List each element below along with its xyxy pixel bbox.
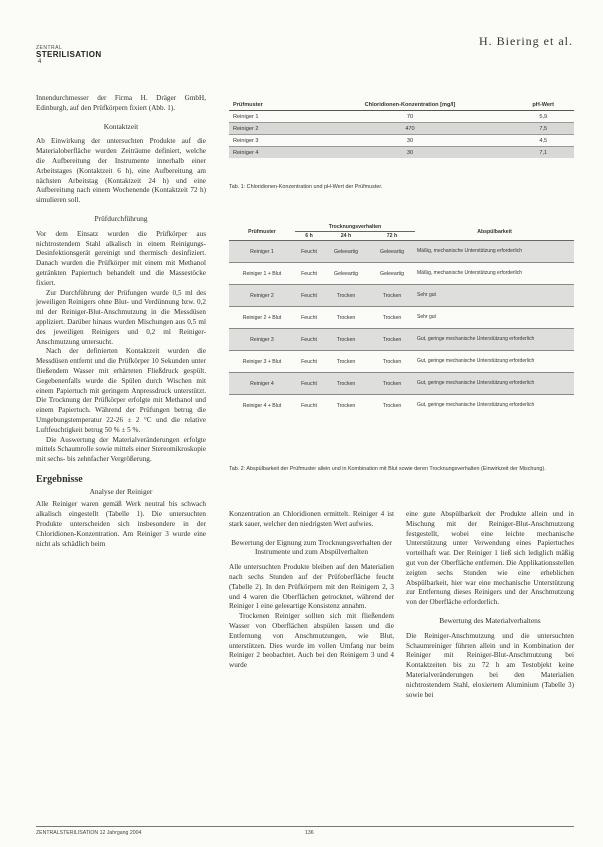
table-cell: Trocken [323, 307, 369, 329]
heading-ergebnisse: Ergebnisse [36, 473, 83, 485]
table-cell: Feucht [295, 373, 323, 395]
table-cell: Trocken [369, 373, 415, 395]
table-cell: Gut, geringe mechanische Unterstützung erforderlich [415, 351, 574, 373]
paragraph-bewertung-2: Trockenen Reiniger sollten sich mit fließendem Wasser von Oberflächen abspülen lassen und die Entfernung von Anschmutzungen, wie Blut, unterstützen. Dies wurde im vollen Umfang nur beim Reiniger 2 beobachtet. Auch bei den Reinigern 3 und 4 wurde [229, 612, 394, 670]
heading-kontaktzeit: Kontaktzeit [103, 121, 139, 131]
table-cell: Feucht [295, 351, 323, 373]
heading-pruefdurchfuehrung: Prüfdurchführung [94, 213, 148, 223]
table1-header-muster: Prüfmuster [229, 100, 308, 111]
table-cell: 4,5 [512, 135, 574, 147]
heading-materialverhalten: Bewertung des Materialverhaltens [439, 615, 541, 625]
journal-logo [36, 46, 102, 65]
paragraph-intro: Innendurchmesser der Firma H. Dräger GmbH, Edinburgh, auf den Prüfkörpern fixiert (Abb. 1). [36, 94, 206, 112]
table-cell: Sehr gut [415, 307, 574, 329]
column-right [406, 510, 574, 700]
table-cell: Trocken [323, 373, 369, 395]
table-cell: Geleeartig [323, 241, 369, 263]
table-cell: 70 [308, 111, 513, 123]
table-row [229, 285, 574, 307]
paragraph-pruef-1: Vor dem Einsatz wurden die Prüfkörper aus nichtrostendem Stahl alkalisch in einem Reinigungs-Desinfektionsgerät gereinigt und thermisch desinfiziert. Danach wurden die Prüfkörper mit einem mit Methanol getränkten Papiertuch behandelt und die Massestöcke fixiert. [36, 229, 206, 287]
table-cell: Reiniger 1 [229, 111, 308, 123]
table-cell: Geleeartig [369, 241, 415, 263]
table2-header-abspuel: Abspülbarkeit [415, 223, 574, 241]
table-cell: 30 [308, 147, 513, 159]
table-cell: Mäßig, mechanische Unterstützung erforderlich [415, 241, 574, 263]
table-cell: Feucht [295, 263, 323, 285]
table-cell: Feucht [295, 307, 323, 329]
table-cell: 7,1 [512, 147, 574, 159]
table-cell: Trocken [323, 329, 369, 351]
paragraph-kontaktzeit: Ab Einwirkung der untersuchten Produkte auf die Materialoberfläche wurden Zeiträume definiert, welche die Aufbereitung der Instrumente innerhalb einer Arbeitstages (Kontaktzeit 6 h), eine Aufbereitung am nächsten Arbeitstag (Kontaktzeit 24 h) und eine Aufbereitung nach einem Wochenende (Kontaktzeit 72 h) simulieren soll. [36, 137, 206, 205]
table-cell: Reiniger 3 [229, 135, 308, 147]
paragraph-material: Die Reiniger-Anschmutzung und die untersuchten Schaumreiniger führten allein und in Kombination der Reiniger mit Reiniger-Blut-Anschmutzung bei Kontaktzeiten bis zu 72 h am Testobjekt keine Materialveränderungen bei den Materialien nichtrostendem Stahl, eloxiertem Aluminium (Tabelle 3) sowie bei [406, 631, 574, 699]
paragraph-bewertung-1: Alle untersuchten Produkte bleiben auf den Materialien nach sechs Stunden auf der Prüfoberfläche feucht (Tabelle 2). In den Prüfkörpern mit den Reinigern 2, 3 und 4 waren die Oberflächen getrocknet, während der Reiniger 1 eine geleeartige Konsistenz annahm. [229, 563, 394, 611]
author-header: H. Biering et al. [479, 34, 573, 48]
table2-header-72h: 72 h [369, 232, 415, 241]
logo-number: 4 [38, 59, 42, 65]
table-cell: Reiniger 3 [229, 329, 295, 351]
paragraph-abspuel: eine gute Abspülbarkeit der Produkte allein und in Mischung mit der Reiniger-Blut-Anschmutzung festgestellt, wobei eine leichte mechanische Unterstützung unter Verwendung eines Papiertuches vorteilhaft war. Der Reiniger 1 ließ sich lediglich mäßig gut von der Oberfläche entfernen. Die Applikationsstellen zeigten sechs Stunden wie eine erheblichen Abspülbarkeit, hier war eine mechanische Unterstützung zur Entfernung dieses Reinigers und der Anschmutzung von der Oberfläche erforderlich. [406, 510, 574, 607]
table-row [229, 263, 574, 285]
table2-header-muster: Prüfmuster [229, 223, 295, 241]
table-cell: Feucht [295, 329, 323, 351]
table-cell: Gut, geringe mechanische Unterstützung erforderlich [415, 329, 574, 351]
table2-header-trocknung: Trocknungsverhalten [295, 223, 415, 232]
table-row [229, 123, 574, 135]
table-cell: Trocken [323, 351, 369, 373]
table-cell: Sehr gut [415, 285, 574, 307]
table-cell: Reiniger 4 [229, 147, 308, 159]
table2-caption: Tab. 2: Abspülbarkeit der Prüfmuster allein und in Kombination mit Blut sowie deren Trocknungsverhalten (Einwirkzeit der Mischung). [229, 466, 546, 472]
table-row [229, 395, 574, 417]
paragraph-pruef-4: Die Auswertung der Materialveränderungen erfolgte mittels Schaumrolle sowie mittels einer Stereomikroskopie mit sechs- bis zehnfacher Vergrößerung. [36, 435, 206, 464]
table-cell: Reiniger 1 [229, 241, 295, 263]
table-cell: Reiniger 3 + Blut [229, 351, 295, 373]
table-cell: Reiniger 4 [229, 373, 295, 395]
logo-top-text: ZENTRAL [36, 45, 63, 51]
table-row [229, 147, 574, 159]
table-cell: Trocken [369, 329, 415, 351]
table-cell: Trocken [369, 307, 415, 329]
table-cell: Gut, geringe mechanische Unterstützung erforderlich [415, 395, 574, 417]
heading-bewertung-trocknung: Bewertung der Eignung zum Trocknungsverhalten der Instrumente und zum Abspülverhalten [231, 537, 392, 557]
table-cell: Trocken [323, 285, 369, 307]
table-row [229, 111, 574, 123]
table-cell: Reiniger 2 [229, 285, 295, 307]
table-cell: Geleeartig [323, 263, 369, 285]
heading-analyse: Analyse der Reiniger [89, 486, 153, 496]
table-cell: Reiniger 2 [229, 123, 308, 135]
table-cell: Reiniger 1 + Blut [229, 263, 295, 285]
footer-journal: ZENTRALSTERILISATION 12 Jahrgang 2004 [36, 830, 142, 836]
table-cell: Trocken [369, 351, 415, 373]
page-number: 136 [305, 830, 314, 836]
table-cell: Reiniger 4 + Blut [229, 395, 295, 417]
table-chloride [229, 100, 574, 158]
table-row [229, 135, 574, 147]
table-row [229, 351, 574, 373]
column-middle [229, 510, 394, 671]
footer-rule [36, 826, 574, 827]
table-cell: Feucht [295, 285, 323, 307]
column-left [36, 94, 206, 549]
table-row [229, 241, 574, 263]
table1-header-ph: pH-Wert [512, 100, 574, 111]
table-cell: Mäßig, mechanische Unterstützung erforderlich [415, 263, 574, 285]
table1-header-chlorid: Chloridionen-Konzentration [mg/l] [308, 100, 513, 111]
paragraph-analyse: Alle Reiniger waren gemäß Werk neutral bis schwach alkalisch eingestellt (Tabelle 1). Die untersuchten Produkte unterscheiden sich insbesondere in der Chloridionen-Konzentration. Am Reiniger 3 wurde eine nicht als schädlich beim [36, 500, 206, 548]
table-cell: 5,9 [512, 111, 574, 123]
table-abspuelbarkeit [229, 223, 574, 416]
table-cell: Reiniger 2 + Blut [229, 307, 295, 329]
table-cell: Gut, geringe mechanische Unterstützung erforderlich [415, 373, 574, 395]
table-row [229, 307, 574, 329]
table-cell: 30 [308, 135, 513, 147]
table-cell: Geleeartig [369, 263, 415, 285]
table1-caption: Tab. 1: Chloridionen-Konzentration und pH-Wert der Prüfmuster. [229, 184, 383, 190]
table-cell: Feucht [295, 395, 323, 417]
table-cell: Feucht [295, 241, 323, 263]
table2-header-6h: 6 h [295, 232, 323, 241]
table-cell: Trocken [369, 285, 415, 307]
table2-header-24h: 24 h [323, 232, 369, 241]
paragraph-pruef-3: Nach der definierten Kontaktzeit wurden die Messdüsen entfernt und die Prüfkörper 10 Sekunden unter fließendem Wasser mit erhärteten Fließdruck gespült. Gegebenenfalls wurde die Spülen durch Wischen mit einem Papiertuch mit geringem Anpressdruck unterstützt. Die Trocknung der Prüfkörper erfolgte mit Methanol und einem Papiertuch. Während der Prüfungen betrug die Umgebungstemperatur 22-26 ± 2 °C und die relative Luftfeuchtigkeit betrug 50 % ± 5 %. [36, 347, 206, 434]
table-row [229, 329, 574, 351]
table-cell: 7,5 [512, 123, 574, 135]
table-cell: Trocken [323, 395, 369, 417]
paragraph-continuation: Konzentration an Chloridionen ermittelt. Reiniger 4 ist stark sauer, welcher den niedrigsten Wert aufwies. [229, 510, 394, 528]
table-cell: 470 [308, 123, 513, 135]
table-row [229, 373, 574, 395]
table-cell: Trocken [369, 395, 415, 417]
logo-main-text: STERILISATION [36, 50, 102, 59]
paragraph-pruef-2: Zur Durchführung der Prüfungen wurde 0,5 ml des jeweiligen Reinigers ohne Blut- und Verdünnung bzw. 0,2 ml der Reiniger-Blut-Anschmutzung in die Messdüsen appliziert. Darüber hinaus wurden Mischungen aus 0,5 ml des jeweiligen Reinigers und 0,2 ml Reiniger-Anschmutzung untersucht. [36, 288, 206, 346]
